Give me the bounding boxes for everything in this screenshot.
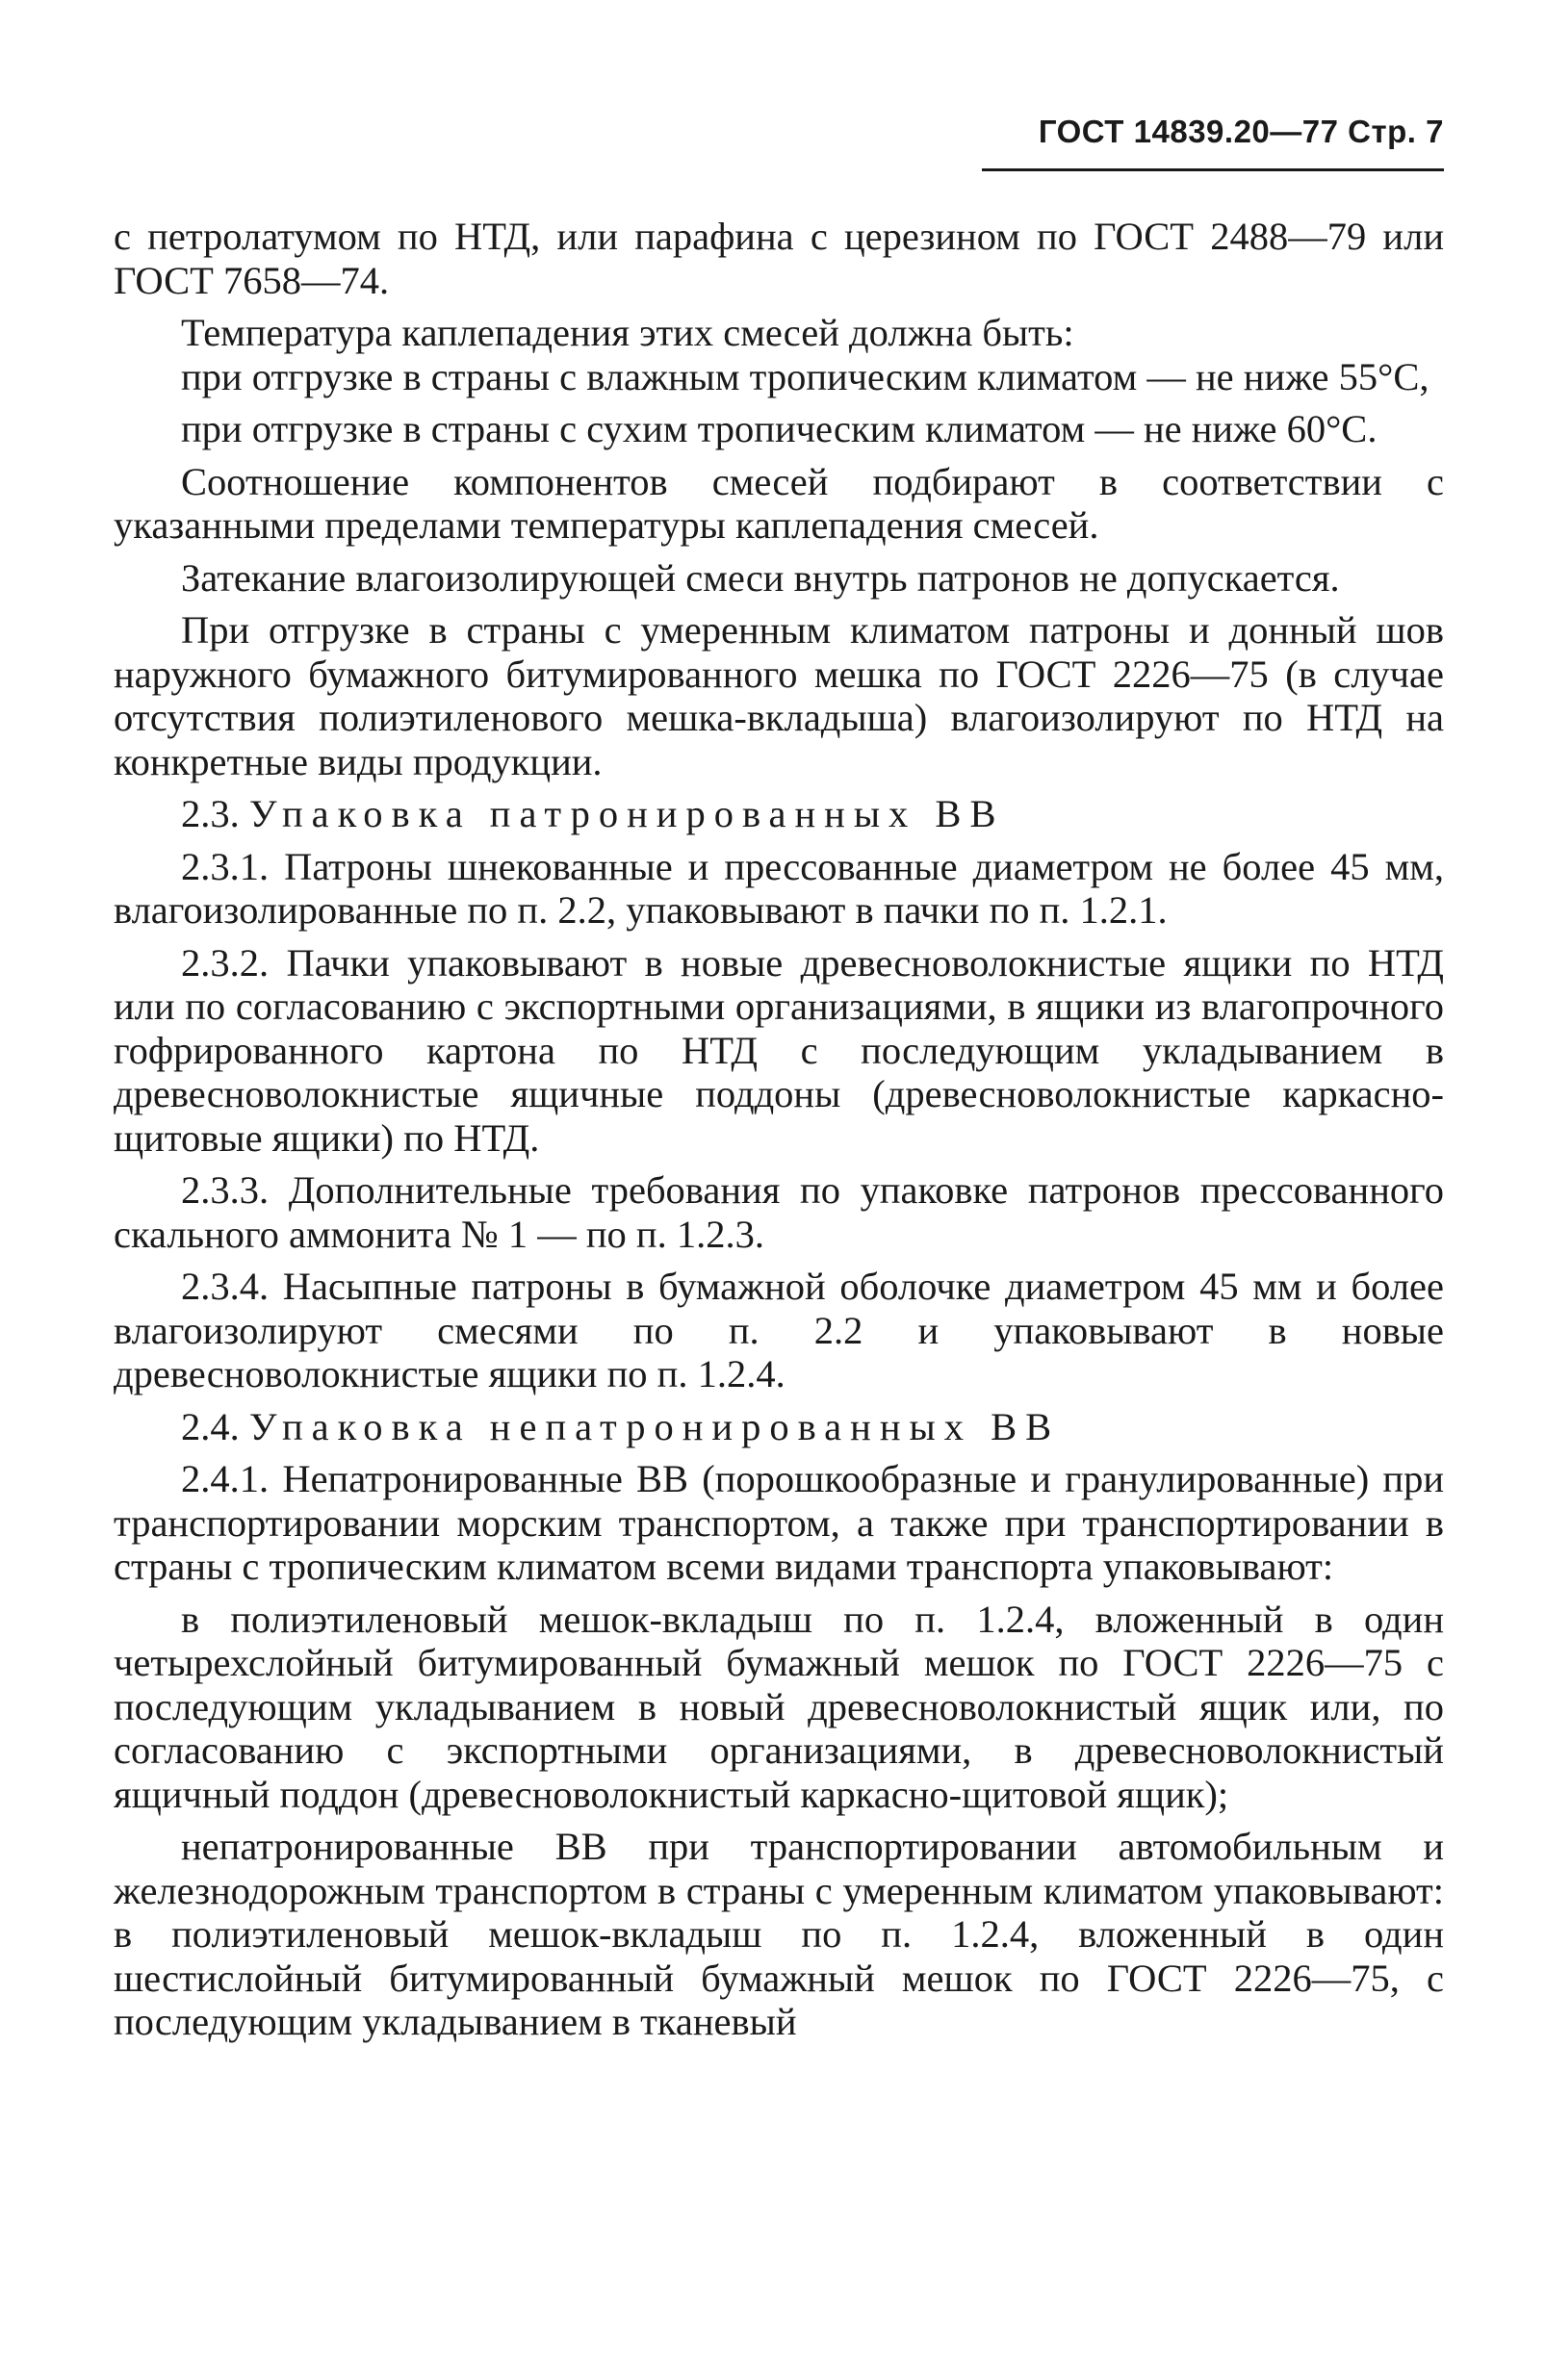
paragraph-2-3-1: 2.3.1. Патроны шнекованные и прессованные диаметром не более 45 мм, влагоизолированные по п. 2.2, упаковывают в пачки по п. 1.2.1. xyxy=(114,844,1444,932)
paragraph-polyethylene-liner: в полиэтиленовый мешок-вкладыш по п. 1.2.4, вложенный в один четырехслойный битумированный бумажный мешок по ГОСТ 2226—75 с последующим укладыванием в новый древесноволокнистый ящик или, по согласованию с экспортными организациями, в древесноволокнистый ящичный поддон (древесноволокнистый каркасно-щитовой ящик); xyxy=(114,1597,1444,1816)
section-heading-2-3 xyxy=(114,792,1444,836)
paragraph-2-3-4: 2.3.4. Насыпные патроны в бумажной оболочке диаметром 45 мм и более влагоизолируют смесями по п. 2.2 и упаковывают в новые древесноволокнистые ящики по п. 1.2.4. xyxy=(114,1265,1444,1395)
section-number: 2.3. xyxy=(181,792,240,835)
page-header: ГОСТ 14839.20—77 Стр. 7 xyxy=(1038,114,1444,149)
header-rule xyxy=(982,168,1444,171)
section-heading-2-4 xyxy=(114,1405,1444,1449)
paragraph-2-4-1: 2.4.1. Непатронированные ВВ (порошкообразные и гранулированные) при транспортировании морским транспортом, а также при транспортировании в страны с тропическим климатом всеми видами транспорта упаковывают: xyxy=(114,1457,1444,1588)
section-title: Упаковка патронированных ВВ xyxy=(248,792,1005,835)
paragraph-drop-point-intro: Температура каплепадения этих смесей должна быть: xyxy=(181,311,1074,354)
paragraph-continuation: с петролатумом по НТД, или парафина с церезином по ГОСТ 2488—79 или ГОСТ 7658—74. xyxy=(114,215,1444,302)
paragraph-component-ratio: Соотношение компонентов смесей подбирают в соответствии с указанными пределами температуры каплепадения смесей. xyxy=(114,459,1444,547)
paragraph-road-rail-transport: непатронированные ВВ при транспортировании автомобильным и железнодорожным транспортом в страны с умеренным климатом упаковывают: в полиэтиленовый мешок-вкладыш по п. 1.2.4, вложенный в один шестислойный битумированный бумажный мешок по ГОСТ 2226—75, с последующим укладыванием в тканевый xyxy=(114,1825,1444,2043)
document-body xyxy=(114,215,1444,2053)
paragraph-temperate-climate: При отгрузке в страны с умеренным климатом патроны и донный шов наружного бумажного битумированного мешка по ГОСТ 2226—75 (в случае отсутствия полиэтиленового мешка-вкладыша) влагоизолируют по НТД на конкретные виды продукции. xyxy=(114,608,1444,783)
section-number: 2.4. xyxy=(181,1404,240,1448)
section-title: Упаковка непатронированных ВВ xyxy=(248,1404,1061,1448)
paragraph-humid-tropics: при отгрузке в страны с влажным тропическим климатом — не ниже 55°С, xyxy=(181,354,1429,398)
paragraph-2-3-2: 2.3.2. Пачки упаковывают в новые древесноволокнистые ящики по НТД или по согласованию с экспортными организациями, в ящики из влагопрочного гофрированного картона по НТД с последующим укладыванием в древесноволокнистые ящичные поддоны (древесноволокнистые каркасно-щитовые ящики) по НТД. xyxy=(114,940,1444,1160)
paragraph-dry-tropics: при отгрузке в страны с сухим тропическим климатом — не ниже 60°С. xyxy=(181,407,1378,450)
paragraph-2-3-3: 2.3.3. Дополнительные требования по упаковке патронов прессованного скального аммонита № 1 — по п. 1.2.3. xyxy=(114,1168,1444,1256)
paragraph-no-leakage: Затекание влагоизолирующей смеси внутрь патронов не допускается. xyxy=(181,555,1340,600)
